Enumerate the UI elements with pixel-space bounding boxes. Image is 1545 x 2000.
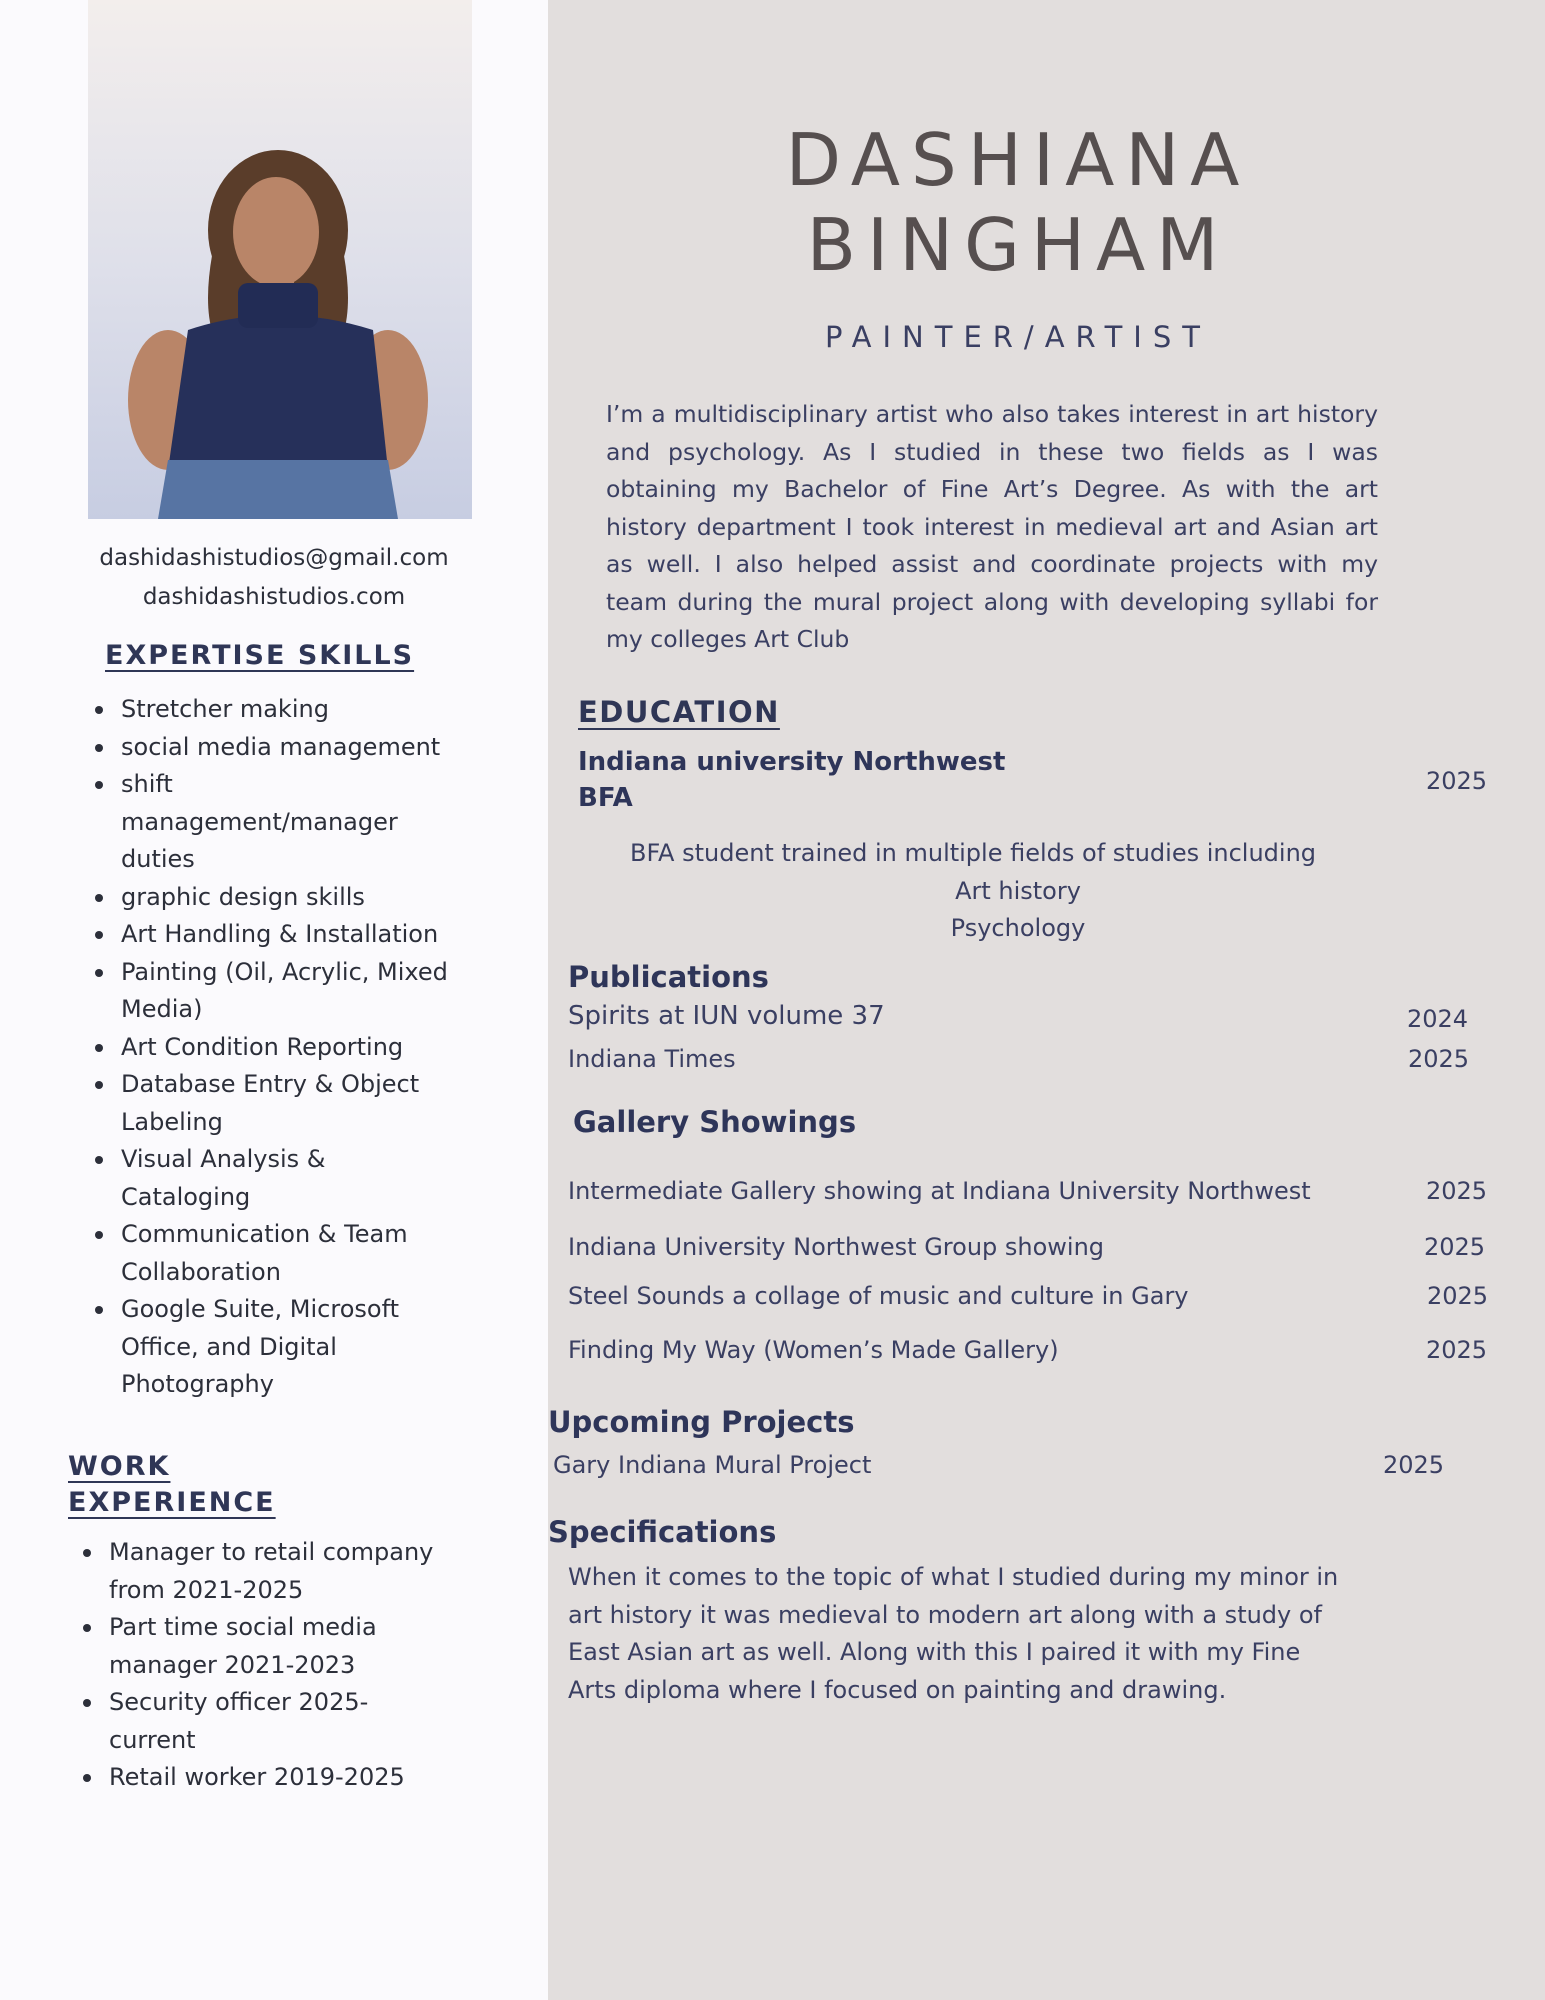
gallery-item: Steel Sounds a collage of music and culture in Gary (568, 1282, 1189, 1310)
list-item: Visual Analysis & Cataloging (91, 1141, 401, 1216)
work-heading-line1: WORK (68, 1451, 171, 1482)
education-line: BFA student trained in multiple fields of studies including (629, 839, 1317, 867)
gallery-heading: Gallery Showings (573, 1105, 857, 1139)
publications-heading: Publications (568, 960, 769, 994)
publication-year: 2025 (1408, 1045, 1470, 1073)
work-list (79, 1534, 479, 1797)
email-link[interactable]: dashidashistudios@gmail.com (99, 545, 449, 571)
first-name: DASHIANA (785, 118, 1251, 202)
work-heading (68, 1449, 276, 1521)
gallery-item: Indiana University Northwest Group showing (568, 1233, 1105, 1261)
education-line: Art history (955, 876, 1081, 905)
list-item: graphic design skills (91, 879, 471, 917)
list-item: Stretcher making (91, 691, 471, 729)
gallery-year: 2025 (1426, 1336, 1488, 1364)
publication-year: 2024 (1407, 1005, 1469, 1033)
list-item: Communication & Team Collaboration (91, 1216, 471, 1291)
publication-item: Indiana Times (568, 1045, 736, 1073)
list-item: social media management (91, 729, 471, 767)
gallery-year: 2025 (1424, 1233, 1486, 1261)
education-heading: EDUCATION (578, 695, 780, 729)
last-name: BINGHAM (806, 203, 1230, 287)
gallery-year: 2025 (1426, 1177, 1488, 1205)
gallery-year: 2025 (1427, 1282, 1489, 1310)
school-label: Indiana university Northwest (578, 747, 1006, 777)
publication-item: Spirits at IUN volume 37 (568, 1001, 885, 1031)
profile-photo (88, 0, 472, 519)
list-item: Painting (Oil, Acrylic, Mixed Media) (91, 954, 471, 1029)
list-item: Art Handling & Installation (91, 916, 471, 954)
work-heading-line2: EXPERIENCE (68, 1487, 276, 1518)
education-year: 2025 (1426, 767, 1488, 795)
skills-heading: EXPERTISE SKILLS (105, 640, 415, 671)
upcoming-heading: Upcoming Projects (548, 1405, 855, 1439)
degree-label: BFA (578, 783, 633, 813)
skills-list (91, 691, 471, 1404)
upcoming-item: Gary Indiana Mural Project (553, 1451, 872, 1479)
list-item: Google Suite, Microsoft Office, and Digital Photography (91, 1291, 421, 1404)
school-name (578, 744, 1005, 816)
gallery-item: Intermediate Gallery showing at Indiana University Northwest (568, 1177, 1311, 1205)
bio-text: I’m a multidisciplinary artist who also takes interest in art history and psychology. As I studied in these two fields as I was obtaining my Bachelor of Fine Art’s Degree. As with the art history department I took interest in medieval art and Asian art as well. I also helped assist and coordinate projects with my team during the mural project along with developing syllabi for my colleges Art Club (606, 400, 1378, 653)
education-line: Psychology (950, 914, 1086, 942)
list-item: shift management/manager duties (91, 766, 421, 879)
specifications-text: When it comes to the topic of what I studied during my minor in art history it was medieval to modern art along with a study of East Asian art as well. Along with this I paired it with my Fine Arts diploma where I focused on painting and drawing. (568, 1563, 1339, 1704)
list-item: Art Condition Reporting (91, 1029, 471, 1067)
website-link[interactable]: dashidashistudios.com (142, 584, 406, 610)
gallery-item: Finding My Way (Women’s Made Gallery) (568, 1336, 1059, 1364)
list-item: Retail worker 2019-2025 (79, 1759, 479, 1797)
upcoming-year: 2025 (1383, 1451, 1445, 1479)
list-item: Database Entry & Object Labeling (91, 1066, 471, 1141)
list-item: Part time social media manager 2021-2023 (79, 1609, 439, 1684)
list-item: Security officer 2025-current (79, 1684, 409, 1759)
list-item: Manager to retail company from 2021-2025 (79, 1534, 459, 1609)
role-title: PAINTER/ARTIST (825, 320, 1211, 354)
specifications-heading: Specifications (548, 1515, 777, 1549)
education-description (548, 835, 1488, 948)
